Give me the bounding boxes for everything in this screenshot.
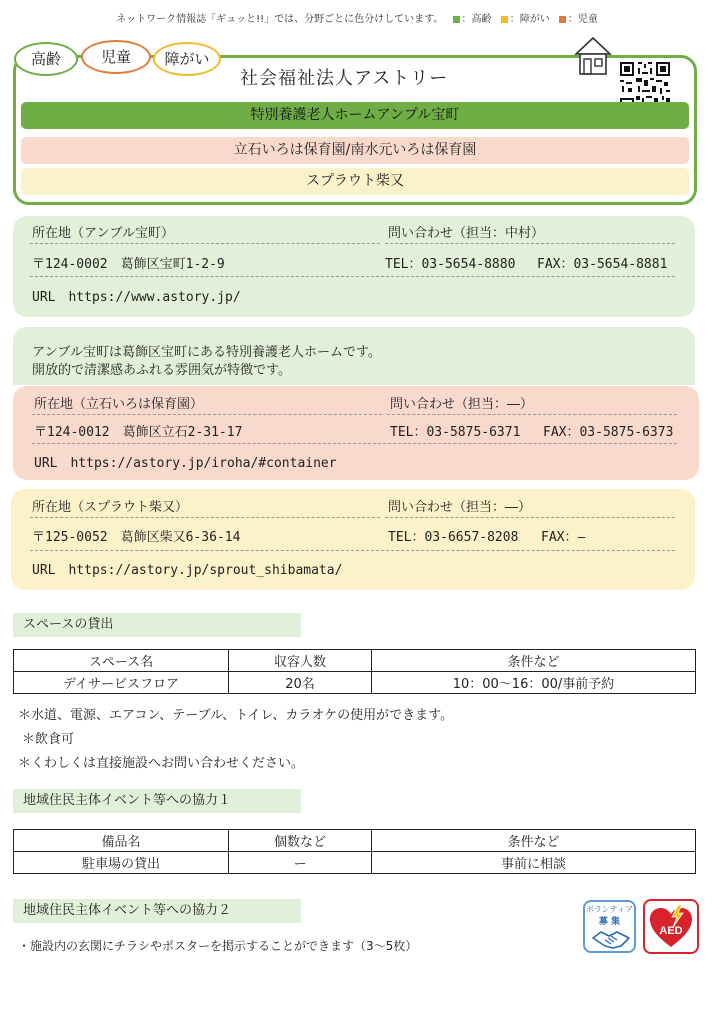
space-note: ＊飲食可 — [22, 732, 75, 747]
aed-badge[interactable] — [643, 899, 699, 954]
table-header-row — [14, 650, 696, 672]
postal-address: 〒124-0002 葛飾区宝町1-2-9 — [32, 257, 225, 272]
table-cell: 事前に相談 — [372, 852, 696, 874]
legend-swatch-jidou — [559, 16, 566, 23]
description-line-2: 開放的で清潔感あふれる雰囲気が特徴です。 — [32, 363, 291, 378]
facility-bar-jidou: 立石いろは保育園/南水元いろは保育園 — [21, 137, 689, 164]
separator — [30, 550, 675, 551]
contact-label: 問い合わせ（担当：―） — [390, 397, 534, 412]
fax-number: FAX：― — [541, 530, 586, 545]
website-url[interactable]: URL https://astory.jp/sprout_shibamata/ — [32, 563, 343, 578]
coop2-description: ・施設内の玄関にチラシやポスターを掲示することができます（3～5枚） — [18, 939, 418, 953]
separator — [30, 243, 380, 244]
volunteer-badge-top-text: ボランティア — [585, 905, 634, 914]
section-title-space: スペースの貸出 — [13, 613, 301, 637]
table-header-cell: 備品名 — [14, 830, 229, 852]
volunteer-recruit-badge[interactable] — [583, 900, 636, 953]
separator — [32, 443, 677, 444]
table-cell: 10：00～16：00/事前予約 — [372, 672, 696, 694]
table-cell: デイサービスフロア — [14, 672, 229, 694]
category-tab-jidou: 児童 — [81, 40, 151, 74]
coop1-table — [13, 829, 696, 874]
separator — [32, 414, 382, 415]
volunteer-badge-bottom-text: 募 集 — [598, 917, 621, 927]
table-cell: ー — [229, 852, 372, 874]
postal-address: 〒124-0012 葛飾区立石2-31-17 — [34, 425, 243, 440]
separator — [30, 276, 675, 277]
address-label: 所在地（アンブル宝町） — [32, 226, 174, 241]
handshake-icon — [591, 928, 631, 950]
separator — [385, 517, 675, 518]
facility-bar-shogai: スプラウト柴又 — [21, 168, 689, 195]
address-label: 所在地（立石いろは保育園） — [34, 397, 204, 412]
corporation-name: 社会福祉法人アストリー — [240, 68, 449, 89]
fax-number: FAX：03-5875-6373 — [543, 425, 674, 440]
tel-number[interactable]: TEL：03-5875-6371 — [390, 425, 521, 440]
table-header-cell: 条件など — [372, 650, 696, 672]
color-legend — [0, 10, 714, 25]
contact-label: 問い合わせ（担当：―） — [388, 500, 532, 515]
table-row — [14, 672, 696, 694]
space-note: ＊水道、電源、エアコン、テーブル、トイレ、カラオケの使用ができます。 — [18, 708, 454, 723]
legend-label-jidou: ：児童 — [567, 14, 598, 25]
location-card-sprout — [11, 489, 695, 590]
tel-number[interactable]: TEL：03-6657-8208 — [388, 530, 519, 545]
table-cell: 20名 — [229, 672, 372, 694]
table-cell: 駐車場の貸出 — [14, 852, 229, 874]
section-title-coop2: 地域住民主体イベント等への協力２ — [13, 899, 301, 923]
location-card-iroha — [13, 386, 699, 480]
space-table — [13, 649, 696, 694]
category-tab-kourei: 高齢 — [14, 42, 78, 76]
table-header-cell: スペース名 — [14, 650, 229, 672]
legend-intro: ネットワーク情報誌「ギュッと!!」では、分野ごとに色分けしています。 — [116, 14, 444, 25]
postal-address: 〒125-0052 葛飾区柴又6-36-14 — [32, 530, 241, 545]
home-icon[interactable] — [574, 36, 612, 76]
separator — [387, 414, 677, 415]
separator — [30, 517, 380, 518]
space-note: ＊くわしくは直接施設へお問い合わせください。 — [18, 756, 305, 771]
legend-label-shogai: ：障がい — [509, 14, 550, 25]
contact-label: 問い合わせ（担当：中村） — [388, 226, 545, 241]
table-header-cell: 個数など — [229, 830, 372, 852]
fax-number: FAX：03-5654-8881 — [537, 257, 668, 272]
legend-swatch-shogai — [501, 16, 508, 23]
legend-label-kourei: ：高齢 — [461, 14, 492, 25]
table-row — [14, 852, 696, 874]
facility-bar-kourei: 特別養護老人ホームアンプル宝町 — [21, 102, 689, 129]
table-header-cell: 収容人数 — [229, 650, 372, 672]
legend-swatch-kourei — [453, 16, 460, 23]
website-url[interactable]: URL https://www.astory.jp/ — [32, 290, 241, 305]
table-header-cell: 条件など — [372, 830, 696, 852]
aed-label: AED — [659, 925, 683, 937]
description-line-1: アンブル宝町は葛飾区宝町にある特別養護老人ホームです。 — [32, 345, 381, 360]
location-card-ample — [13, 216, 695, 317]
section-title-coop1: 地域住民主体イベント等への協力１ — [13, 789, 301, 813]
address-label: 所在地（スプラウト柴又） — [32, 500, 189, 515]
website-url[interactable]: URL https://astory.jp/iroha/#container — [34, 456, 337, 471]
aed-heart-icon — [645, 901, 697, 952]
category-tab-shogai: 障がい — [153, 42, 221, 76]
tel-number[interactable]: TEL：03-5654-8880 — [385, 257, 516, 272]
facility-description — [13, 327, 695, 385]
table-header-row — [14, 830, 696, 852]
separator — [385, 243, 675, 244]
